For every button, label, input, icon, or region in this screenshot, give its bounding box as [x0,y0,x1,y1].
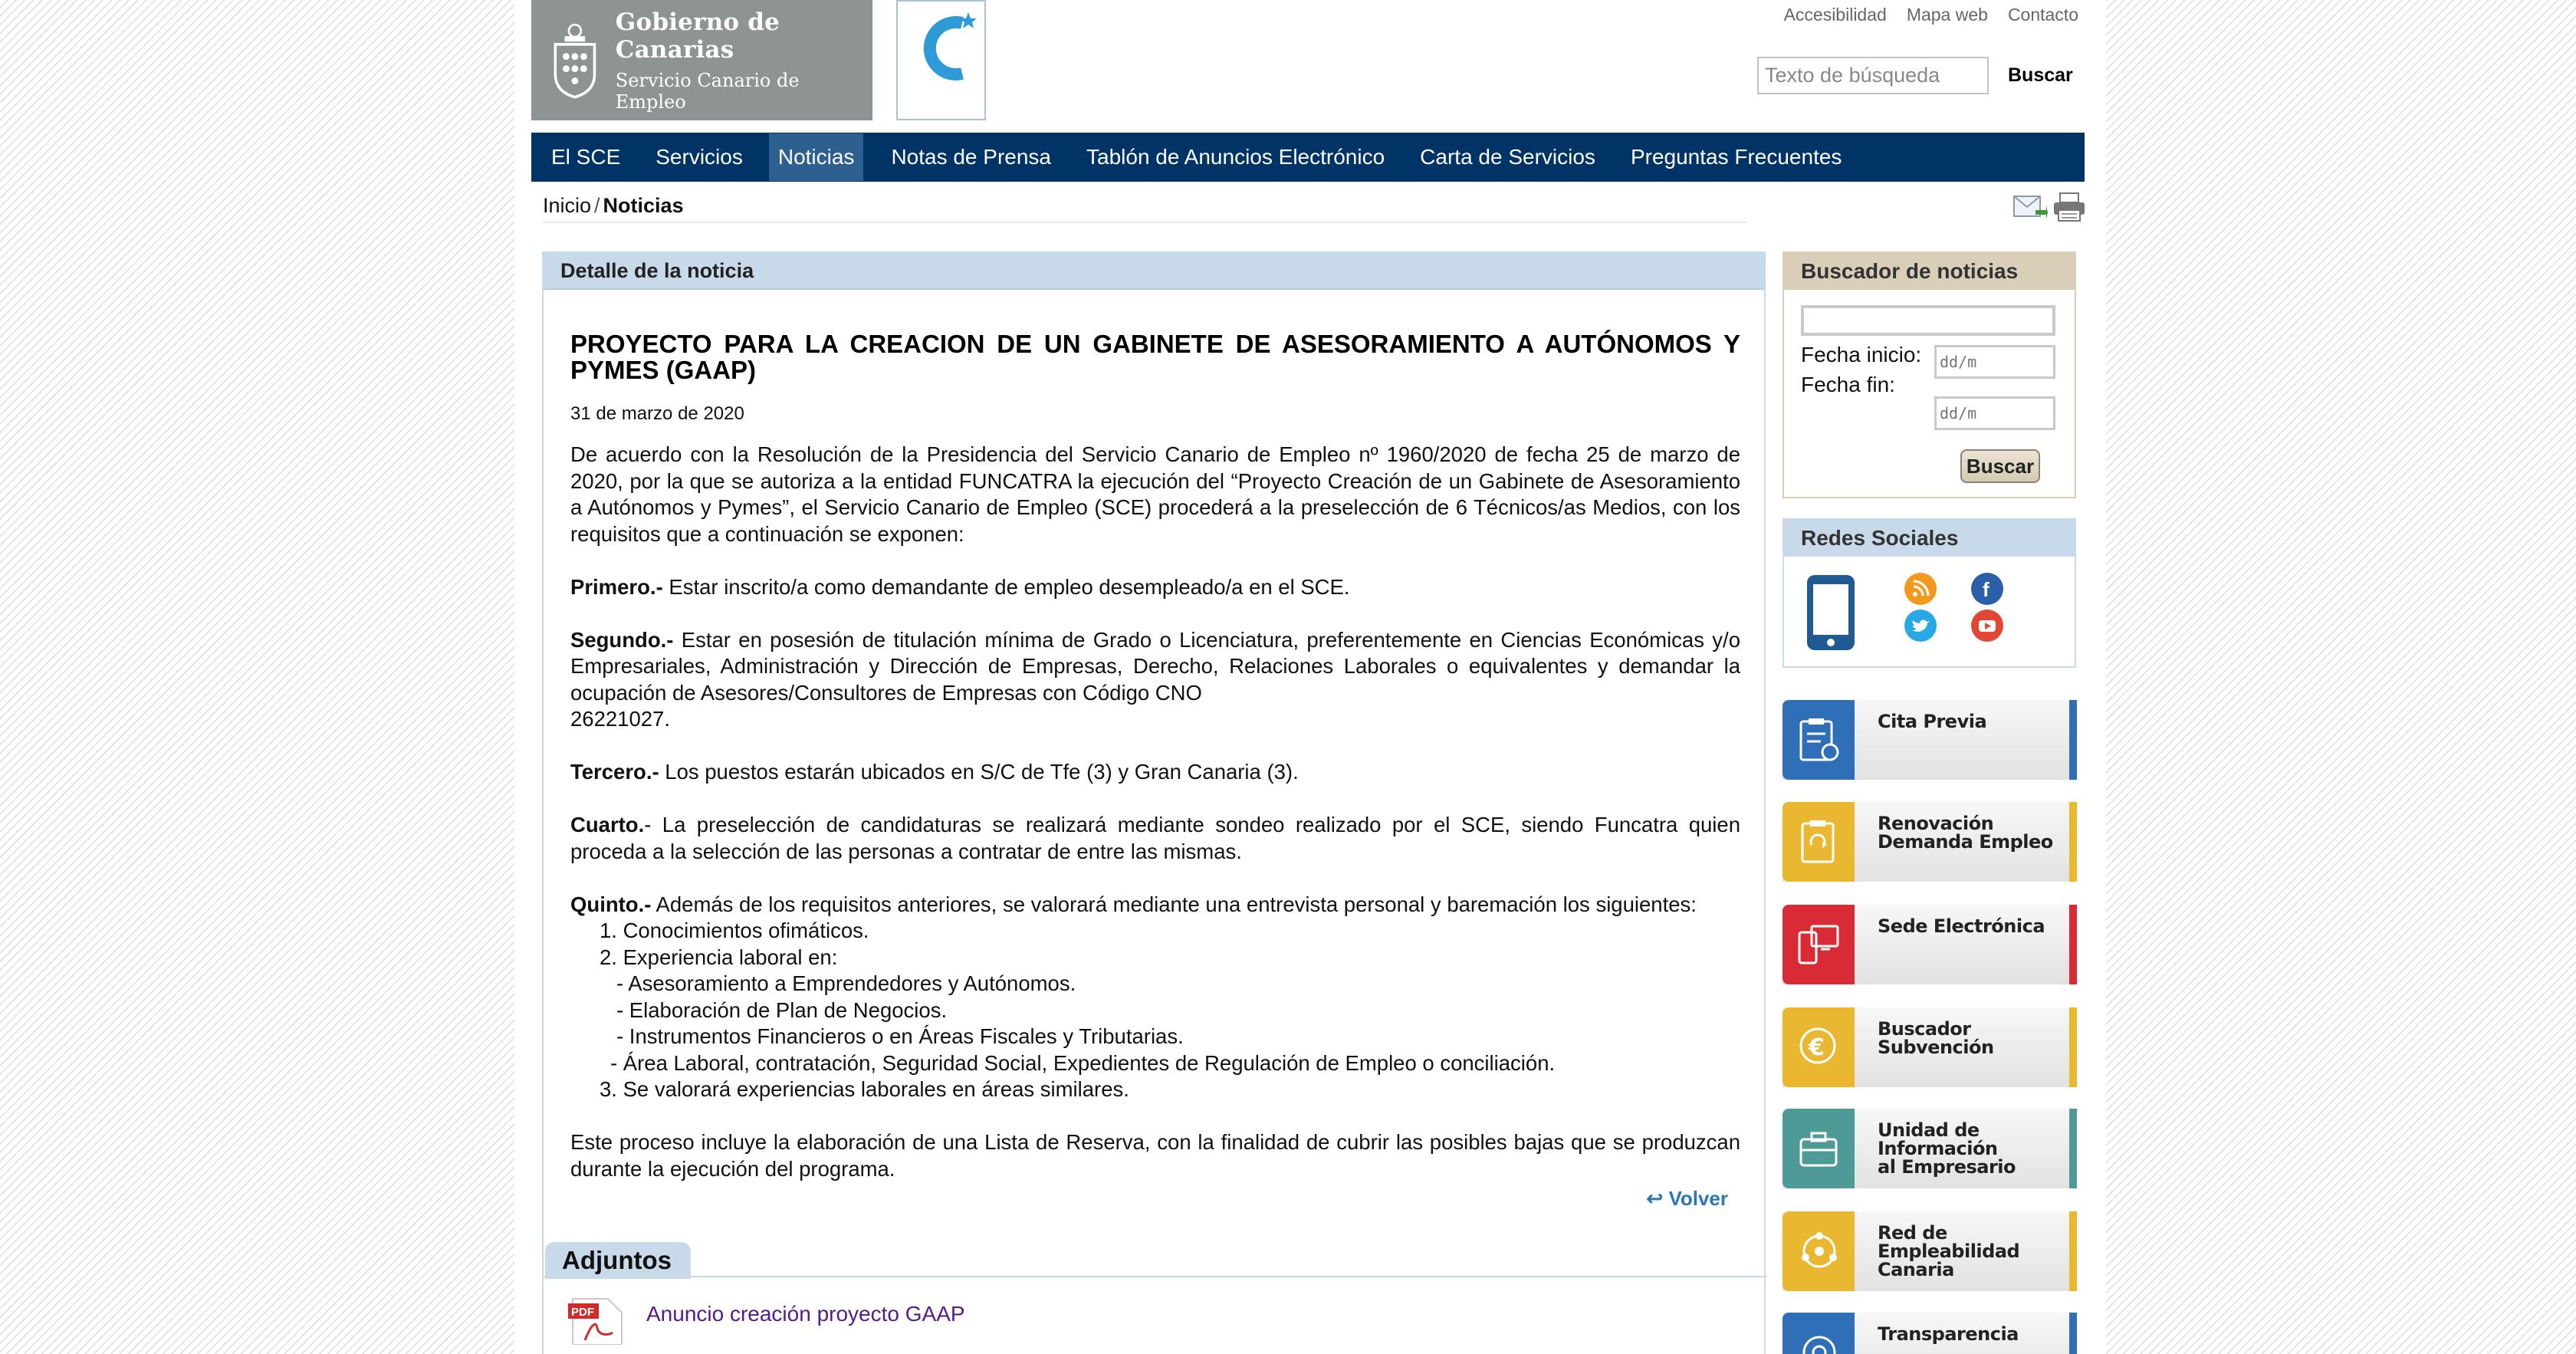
list-item: 2. Experiencia laboral en: [600,945,838,969]
site-search-button[interactable]: Buscar [2008,64,2073,86]
attachments-title: Adjuntos [545,1242,691,1279]
cita-previa-button[interactable]: Cita Previa [1783,700,2077,780]
news-detail-heading: Detalle de la noticia [544,253,1764,290]
eu-fund-logo [896,0,986,120]
transparency-icon [1798,1329,1841,1354]
page-container [514,0,2106,1354]
nav-item-notas-de-prensa[interactable]: Notas de Prensa [891,145,1052,169]
breadcrumb [543,194,1747,223]
end-date-label: Fecha fin: [1801,373,1895,396]
gobierno-canarias-logo[interactable] [531,0,872,120]
list-item: - Área Laboral, contratación, Seguridad Social, Expedientes de Regulación de Empleo o conciliación. [610,1050,1556,1075]
network-icon [1798,1228,1841,1276]
attachment-item[interactable] [568,1297,965,1345]
end-date-input[interactable] [1934,396,2055,430]
buscador-subvencion-button[interactable]: € Buscador Subvención [1783,1007,2077,1087]
twitter-icon[interactable] [1904,609,1937,642]
requirement-segundo: Segundo.- Estar en posesión de titulación mínima de Grado o Licenciatura, preferentemente en Ciencias Económicas y/o Empresariales, Administración y Dirección de Empresas, Derecho, Relaciones Laborales o equivalentes y demandar la ocupación de Asesores/Consultores de Empresas con Código CNO [570,627,1740,705]
list-item: - Asesoramiento a Emprendedores y Autónomos. [616,971,1076,995]
briefcase-icon [1798,1126,1841,1173]
facebook-icon[interactable] [1970,572,2004,606]
main-nav [531,133,2085,182]
requirement-segundo-code: 26221027. [570,707,670,731]
sede-electronica-button[interactable]: Sede Electrónica [1783,905,2077,984]
pdf-file-icon [568,1297,625,1345]
requirement-quinto: Quinto.- Además de los requisitos anteriores, se valorará mediante una entrevista personal y baremación los siguientes: [570,892,1697,916]
news-search-button[interactable]: Buscar [1960,449,2040,483]
article-body [570,442,1740,1182]
requirement-cuarto: Cuarto.- La preselección de candidaturas se realizará mediante sondeo realizado por el SCE, siendo Funcatra quien proceda a la selección de las personas a contratar de entre las mismas. [570,813,1740,863]
clipboard-icon [1798,717,1841,764]
renovacion-demanda-button[interactable]: Renovación Demanda Empleo [1783,802,2077,882]
site-search-input[interactable] [1757,57,1989,94]
start-date-label: Fecha inicio: [1801,343,1922,366]
breadcrumb-separator: / [594,194,600,217]
nav-item-carta-servicios[interactable]: Carta de Servicios [1420,145,1595,169]
nav-item-preguntas-frecuentes[interactable]: Preguntas Frecuentes [1630,145,1842,169]
attachment-link[interactable]: Anuncio creación proyecto GAAP [646,1302,965,1326]
eu-c-logo-icon [909,6,978,90]
list-item: 1. Conocimientos ofimáticos. [600,919,869,942]
nav-item-tablon-anuncios[interactable]: Tablón de Anuncios Electrónico [1086,145,1385,169]
rss-icon[interactable] [1904,572,1937,606]
unidad-informacion-empresario-button[interactable]: Unidad de Información al Empresario [1783,1109,2077,1188]
youtube-icon[interactable] [1970,609,2004,642]
logo-title: Gobierno de Canarias [615,8,780,64]
news-search-title: Buscador de noticias [1784,253,2075,290]
nav-item-servicios[interactable]: Servicios [656,145,743,169]
mapa-web-link[interactable]: Mapa web [1906,5,1988,25]
red-empleabilidad-button[interactable]: Red de Empleabilidad Canaria [1783,1211,2077,1291]
article-title: PROYECTO PARA LA CREACION DE UN GABINETE DE ASESORAMIENTO A AUTÓNOMOS Y PYMES (GAAP) [570,330,1740,384]
article-date: 31 de marzo de 2020 [570,403,744,424]
share-tools [2013,190,2086,222]
logo-subtitle: Servicio Canario de Empleo [615,69,800,113]
transparencia-button[interactable]: Transparencia [1783,1313,2077,1354]
list-item: - Instrumentos Financieros o en Áreas Fiscales y Tributarias. [616,1024,1184,1048]
mobile-phone-icon[interactable] [1806,573,1856,652]
print-icon[interactable] [2052,190,2086,222]
svg-text:f: f [1983,578,1990,601]
news-article [570,331,1740,1182]
coat-of-arms-icon [551,16,599,105]
attachments-section [544,1242,1767,1277]
contacto-link[interactable]: Contacto [2007,5,2078,25]
renewal-clipboard-icon [1798,819,1841,866]
accesibilidad-link[interactable]: Accesibilidad [1783,5,1887,25]
svg-text:PDF: PDF [571,1306,594,1319]
back-arrow-icon: ↩ [1646,1187,1669,1210]
svg-text:€: € [1809,1034,1825,1061]
article-closing: Este proceso incluye la elaboración de una Lista de Reserva, con la finalidad de cubrir las posibles bajas que se produzcan durante la ejecución del programa. [570,1130,1740,1181]
breadcrumb-current: Noticias [603,194,684,217]
requirement-tercero: Tercero.- Los puestos estarán ubicados en S/C de Tfe (3) y Gran Canaria (3). [570,760,1299,784]
news-detail-panel [542,251,1766,1354]
devices-icon [1798,922,1841,969]
news-keyword-input[interactable] [1801,305,2055,336]
nav-item-el-sce[interactable]: El SCE [551,145,621,169]
nav-item-noticias[interactable]: Noticias [769,133,864,181]
start-date-input[interactable] [1934,345,2055,379]
list-item: - Elaboración de Plan de Negocios. [616,997,948,1022]
news-search-box [1783,251,2076,498]
article-intro: De acuerdo con la Resolución de la Presidencia del Servicio Canario de Empleo nº 1960/2020 de fecha 25 de marzo de 2020, por la que se autoriza a la entidad FUNCATRA la ejecución del “Proyecto Creación de un Gabinete de Asesoramiento a Autónomos y Pymes”, el Servicio Canario de Empleo (SCE) procederá a la preselección de 6 Técnicos/as Medios, con los requisitos que a continuación se exponen: [570,442,1740,546]
back-link[interactable]: ↩ Volver [1646,1187,1728,1210]
social-networks-title: Redes Sociales [1784,520,2075,557]
utility-links [1784,5,2078,25]
euro-search-icon [1798,1024,1841,1072]
social-networks-box [1783,518,2076,668]
breadcrumb-home[interactable]: Inicio [543,194,592,217]
email-share-icon[interactable] [2013,190,2048,222]
list-item: 3. Se valorará experiencias laborales en áreas similares. [600,1077,1129,1101]
requirement-primero: Primero.- Estar inscrito/a como demandante de empleo desempleado/a en el SCE. [570,574,1350,599]
